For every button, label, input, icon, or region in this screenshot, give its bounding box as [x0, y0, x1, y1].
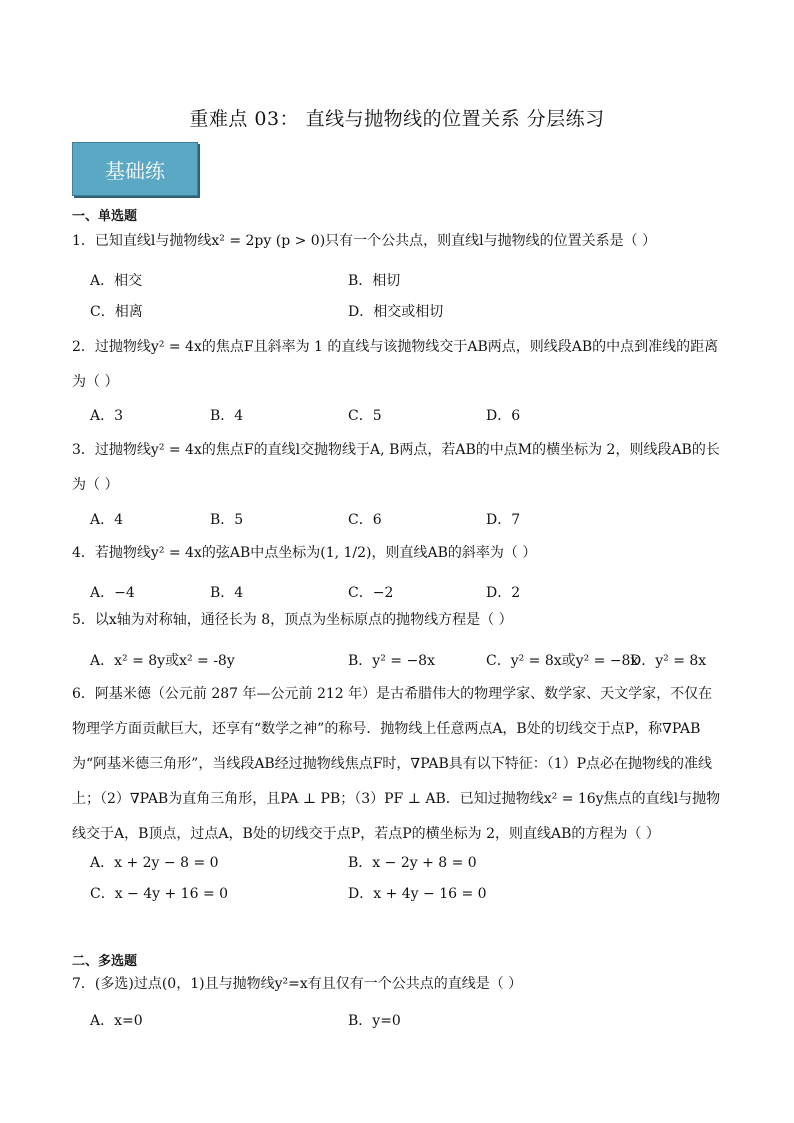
- question-2: 2．过抛物线y² = 4x的焦点F且斜率为 1 的直线与该抛物线交于AB两点，则线段AB的中点到准线的距离为（ ）: [72, 339, 719, 390]
- option: B．5: [210, 512, 244, 528]
- option: B．4: [210, 585, 244, 601]
- option: B．y² = −8x: [348, 653, 435, 669]
- question-5: 5．以x轴为对称轴，通径长为 8，顶点为坐标原点的抛物线方程是（ ）: [72, 612, 513, 628]
- option: C．−2: [348, 585, 394, 601]
- option: D．y² = 8x: [630, 653, 707, 669]
- option: A．x² = 8y或x² = -8y: [90, 653, 235, 669]
- option: C．5: [348, 408, 382, 424]
- section-heading-multiple: 二、多选题: [72, 954, 138, 969]
- option: B．x − 2y + 8 = 0: [348, 855, 477, 871]
- question-7: 7．(多选)过点(0，1)且与抛物线y²=x有且仅有一个公共点的直线是（ ）: [72, 976, 523, 992]
- question-3: 3．过抛物线y² = 4x的焦点F的直线l交抛物线于A, B两点，若AB的中点M的横坐标为 2，则线段AB的长为（ ）: [72, 442, 720, 493]
- question-4: 4．若抛物线y² = 4x的弦AB中点坐标为(1, 1/2)，则直线AB的斜率为（ ）: [72, 545, 537, 561]
- question-6: 6．阿基米德（公元前 287 年—公元前 212 年）是古希腊伟大的物理学家、数学家、天文学家，不仅在物理学方面贡献巨大，还享有“数学之神”的称号．抛物线上任意两点A，B处的切线交于点P，称∇PAB为“阿基米德三角形”，当线段AB经过抛物线焦点F时，∇PAB具有以下特征：（1）P点必在抛物线的准线上；（2）∇PAB为直角三角形，且PA ⊥ PB；（3）PF ⊥ AB．已知过抛物线x² = 16y焦点的直线l与抛物线交于A，B顶点，过点A，B处的切线交于点P，若点P的横坐标为 2，则直线AB的方程为（ ）: [72, 686, 721, 842]
- option: A．x=0: [90, 1013, 143, 1029]
- option: B．4: [210, 408, 244, 424]
- option: A．4: [90, 512, 124, 528]
- option: B．y=0: [348, 1013, 401, 1029]
- option: A．3: [90, 408, 124, 424]
- option: C．6: [348, 512, 382, 528]
- option: D．7: [486, 512, 521, 528]
- option: D．2: [486, 585, 521, 601]
- option: A．相交: [90, 273, 143, 289]
- option: D．相交或相切: [348, 304, 444, 320]
- section-heading-single: 一、单选题: [72, 209, 138, 224]
- page-title: 重难点 03： 直线与抛物线的位置关系 分层练习: [189, 108, 605, 130]
- option: A．x + 2y − 8 = 0: [90, 855, 219, 871]
- option: C．相离: [90, 304, 143, 320]
- option: B．相切: [348, 273, 401, 289]
- option: C．x − 4y + 16 = 0: [90, 886, 229, 902]
- question-1: 1．已知直线l与抛物线x² = 2py (p > 0)只有一个公共点，则直线l与抛物线的位置关系是（ ）: [72, 233, 657, 249]
- level-badge: 基础练: [72, 142, 198, 196]
- option: D．6: [486, 408, 521, 424]
- option: D．x + 4y − 16 = 0: [348, 886, 487, 902]
- option: C．y² = 8x或y² = −8x: [486, 653, 639, 669]
- option: A．−4: [90, 585, 135, 601]
